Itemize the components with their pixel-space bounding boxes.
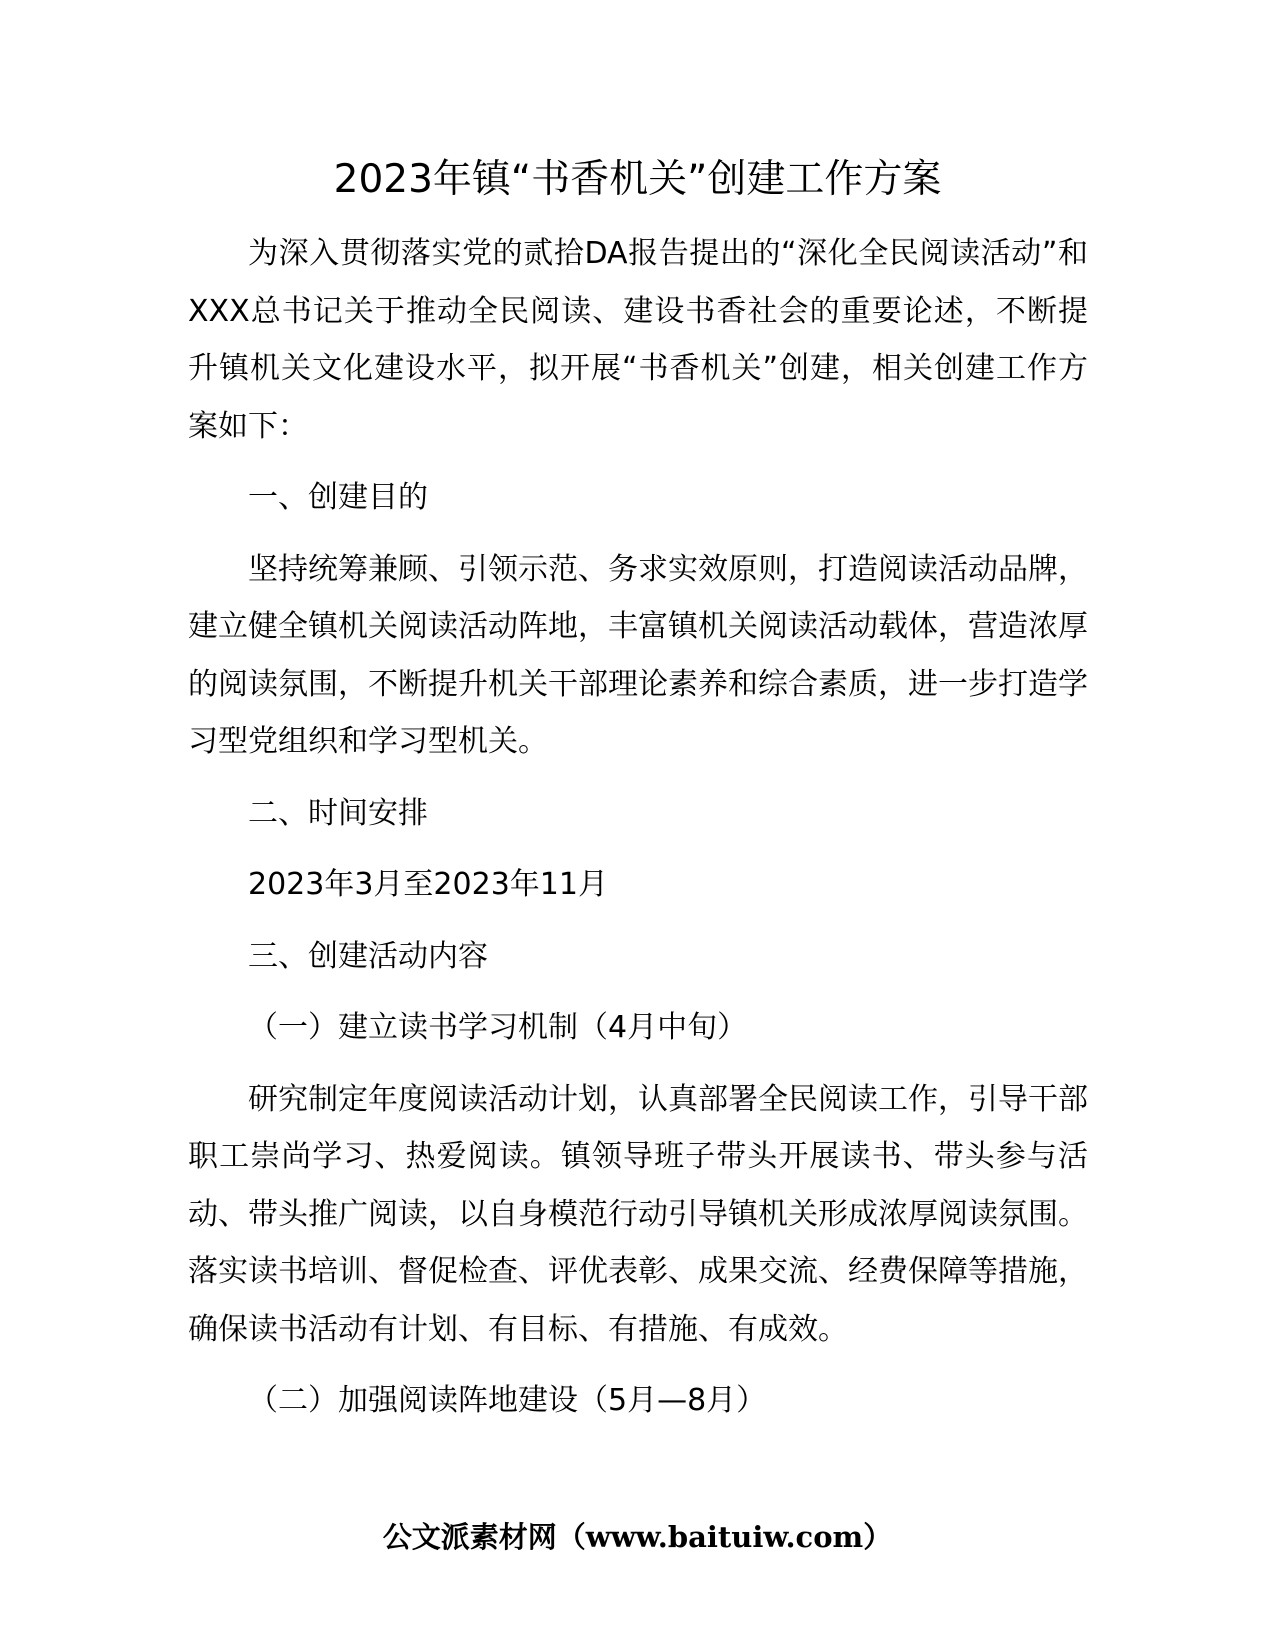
schedule-paragraph: 2023年3月至2023年11月 <box>248 867 608 902</box>
section-heading-schedule: 二、时间安排 <box>248 795 428 831</box>
intro-paragraph: 为深入贯彻落实党的贰拾DA报告提出的“深化全民阅读活动”和XXX总书记关于推动全民阅读、建设书香社会的重要论述，不断提升镇机关文化建设水平，拟开展“书香机关”创建，相关创建工作方案如下： <box>188 236 1088 444</box>
purpose-paragraph: 坚持统筹兼顾、引领示范、务求实效原则，打造阅读活动品牌，建立健全镇机关阅读活动阵地，丰富镇机关阅读活动载体，营造浓厚的阅读氛围，不断提升机关干部理论素养和综合素质，进一步打造学习型党组织和学习型机关。 <box>188 551 1088 759</box>
subsection-heading-venue: （二）加强阅读阵地建设（5月—8月） <box>248 1383 767 1418</box>
document-body <box>188 225 1088 1430</box>
subsection-heading-mechanism: （一）建立读书学习机制（4月中旬） <box>248 1010 748 1045</box>
document-title: 2023年镇“书香机关”创建工作方案 <box>333 157 942 202</box>
mechanism-paragraph: 研究制定年度阅读活动计划，认真部署全民阅读工作，引导干部职工崇尚学习、热爱阅读。镇领导班子带头开展读书、带头参与活动、带头推广阅读，以自身模范行动引导镇机关形成浓厚阅读氛围。落实读书培训、督促检查、评优表彰、成果交流、经费保障等措施，确保读书活动有计划、有目标、有措施、有成效。 <box>188 1081 1088 1347</box>
section-heading-purpose: 一、创建目的 <box>248 480 428 515</box>
footer-watermark: 公文派素材网（www.baituiw.com） <box>382 1520 893 1554</box>
section-heading-content: 三、创建活动内容 <box>248 938 488 974</box>
